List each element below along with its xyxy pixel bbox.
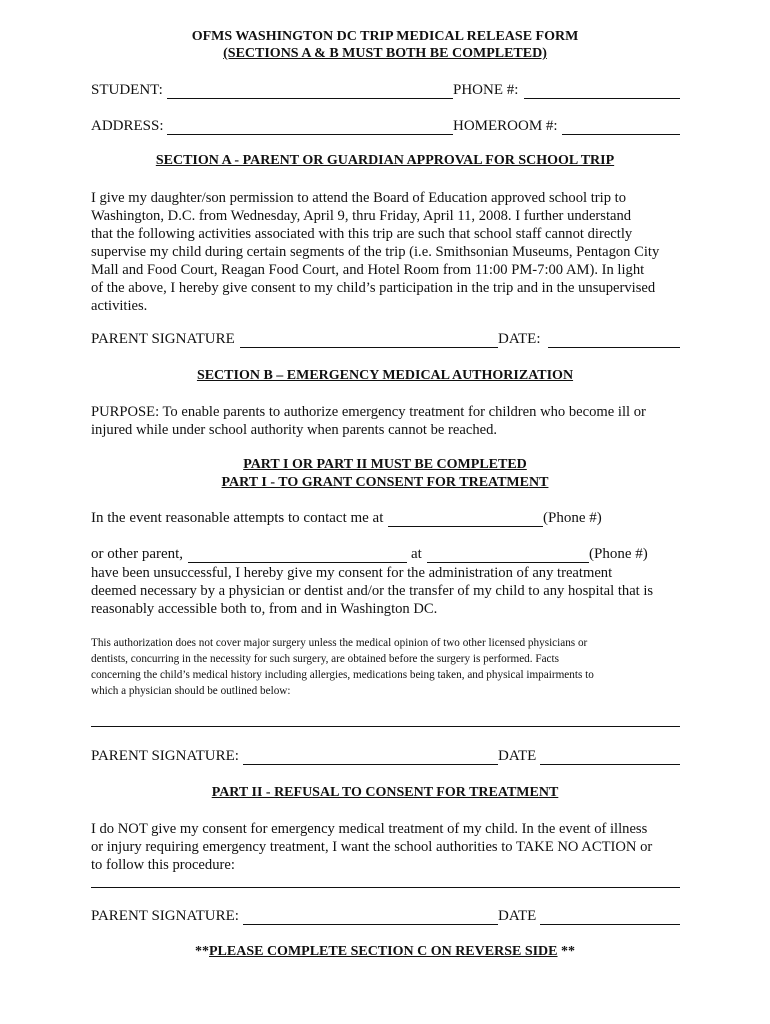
part1-heading: PART I - TO GRANT CONSENT FOR TREATMENT <box>221 475 549 490</box>
footer-note <box>0 944 770 960</box>
part1-date-field[interactable] <box>540 764 680 765</box>
form-subtitle: (SECTIONS A & B MUST BOTH BE COMPLETED) <box>223 46 547 61</box>
section-a-line: of the above, I hereby give consent to my child’s participation in the trip and in the unsupervised <box>91 280 656 296</box>
part1-signature-field[interactable] <box>243 764 498 765</box>
authorization-note-line: concerning the child’s medical history including allergies, medications being taken, and physical impairments to <box>91 669 594 681</box>
medical-history-field[interactable] <box>91 726 680 727</box>
refusal-line: I do NOT give my consent for emergency medical treatment of my child. In the event of illness <box>91 821 648 837</box>
authorization-note-line: which a physician should be outlined below: <box>91 685 291 697</box>
phone-label: PHONE #: <box>453 82 519 98</box>
contact-phone-field[interactable] <box>388 526 543 527</box>
homeroom-field[interactable] <box>562 134 680 135</box>
part2-date-field[interactable] <box>540 924 680 925</box>
other-parent-label: or other parent, <box>91 546 184 562</box>
part2-signature-field[interactable] <box>243 924 498 925</box>
other-parent-phone-field[interactable] <box>427 562 589 563</box>
part2-signature-label: PARENT SIGNATURE: <box>91 908 239 924</box>
footer-prefix: ** <box>194 944 209 959</box>
footer-text: PLEASE COMPLETE SECTION C ON REVERSE SIDE <box>208 944 558 959</box>
part2-date-label: DATE <box>498 908 537 924</box>
section-a-line: Washington, D.C. from Wednesday, April 9, thru Friday, April 11, 2008. I further understand <box>91 208 632 224</box>
part1-date-label: DATE <box>498 748 537 764</box>
contact-phone-suffix: (Phone #) <box>543 510 602 526</box>
part-note: PART I OR PART II MUST BE COMPLETED <box>243 457 527 472</box>
address-label: ADDRESS: <box>91 118 164 134</box>
consent-line: deemed necessary by a physician or dentist and/or the transfer of my child to any hospital that is <box>91 583 654 599</box>
purpose-paragraph <box>91 403 691 439</box>
phone-field[interactable] <box>524 98 680 99</box>
section-a-line: supervise my child during certain segments of the trip (i.e. Smithsonian Museums, Pentagon City <box>91 244 660 260</box>
section-b-heading: SECTION B – EMERGENCY MEDICAL AUTHORIZATION <box>196 368 574 383</box>
section-a-signature-field[interactable] <box>240 347 498 348</box>
consent-line: have been unsuccessful, I hereby give my consent for the administration of any treatment <box>91 565 613 581</box>
purpose-line: injured while under school authority when parents cannot be reached. <box>91 422 498 438</box>
homeroom-label: HOMEROOM #: <box>453 118 558 134</box>
refusal-paragraph <box>91 820 691 874</box>
section-a-line: activities. <box>91 298 148 314</box>
part1-signature-label: PARENT SIGNATURE: <box>91 748 239 764</box>
other-parent-name-field[interactable] <box>188 562 407 563</box>
at-label: at <box>411 546 422 562</box>
footer-suffix: ** <box>557 944 576 959</box>
refusal-line: or injury requiring emergency treatment, I want the school authorities to TAKE NO ACTION or <box>91 839 653 855</box>
other-parent-phone-suffix: (Phone #) <box>589 546 648 562</box>
section-a-date-field[interactable] <box>548 347 680 348</box>
authorization-note <box>91 635 691 699</box>
section-a-line: that the following activities associated with this trip are such that school staff cannot directly <box>91 226 633 242</box>
section-a-heading: SECTION A - PARENT OR GUARDIAN APPROVAL FOR SCHOOL TRIP <box>155 153 615 168</box>
section-a-line: Mall and Food Court, Reagan Food Court, and Hotel Room from 11:00 PM-7:00 AM). In light <box>91 262 645 278</box>
refusal-procedure-field[interactable] <box>91 887 680 888</box>
section-a-signature-label: PARENT SIGNATURE <box>91 331 235 347</box>
consent-paragraph <box>91 564 691 618</box>
purpose-line: PURPOSE: To enable parents to authorize emergency treatment for children who become ill or <box>91 404 646 420</box>
section-a-line: I give my daughter/son permission to attend the Board of Education approved school trip to <box>91 190 626 206</box>
student-field[interactable] <box>167 98 453 99</box>
refusal-line: to follow this procedure: <box>91 857 235 873</box>
contact-prefix: In the event reasonable attempts to contact me at <box>91 510 384 526</box>
part2-heading: PART II - REFUSAL TO CONSENT FOR TREATMENT <box>211 785 559 800</box>
consent-line: reasonably accessible both to, from and in Washington DC. <box>91 601 438 617</box>
student-label: STUDENT: <box>91 82 163 98</box>
address-field[interactable] <box>167 134 453 135</box>
form-title: OFMS WASHINGTON DC TRIP MEDICAL RELEASE FORM <box>191 29 579 44</box>
authorization-note-line: dentists, concurring in the necessity for such surgery, are obtained before the surgery is performed. Facts <box>91 653 559 665</box>
section-a-date-label: DATE: <box>498 331 541 347</box>
section-a-paragraph <box>91 189 691 315</box>
authorization-note-line: This authorization does not cover major surgery unless the medical opinion of two other licensed physicians or <box>91 637 588 649</box>
